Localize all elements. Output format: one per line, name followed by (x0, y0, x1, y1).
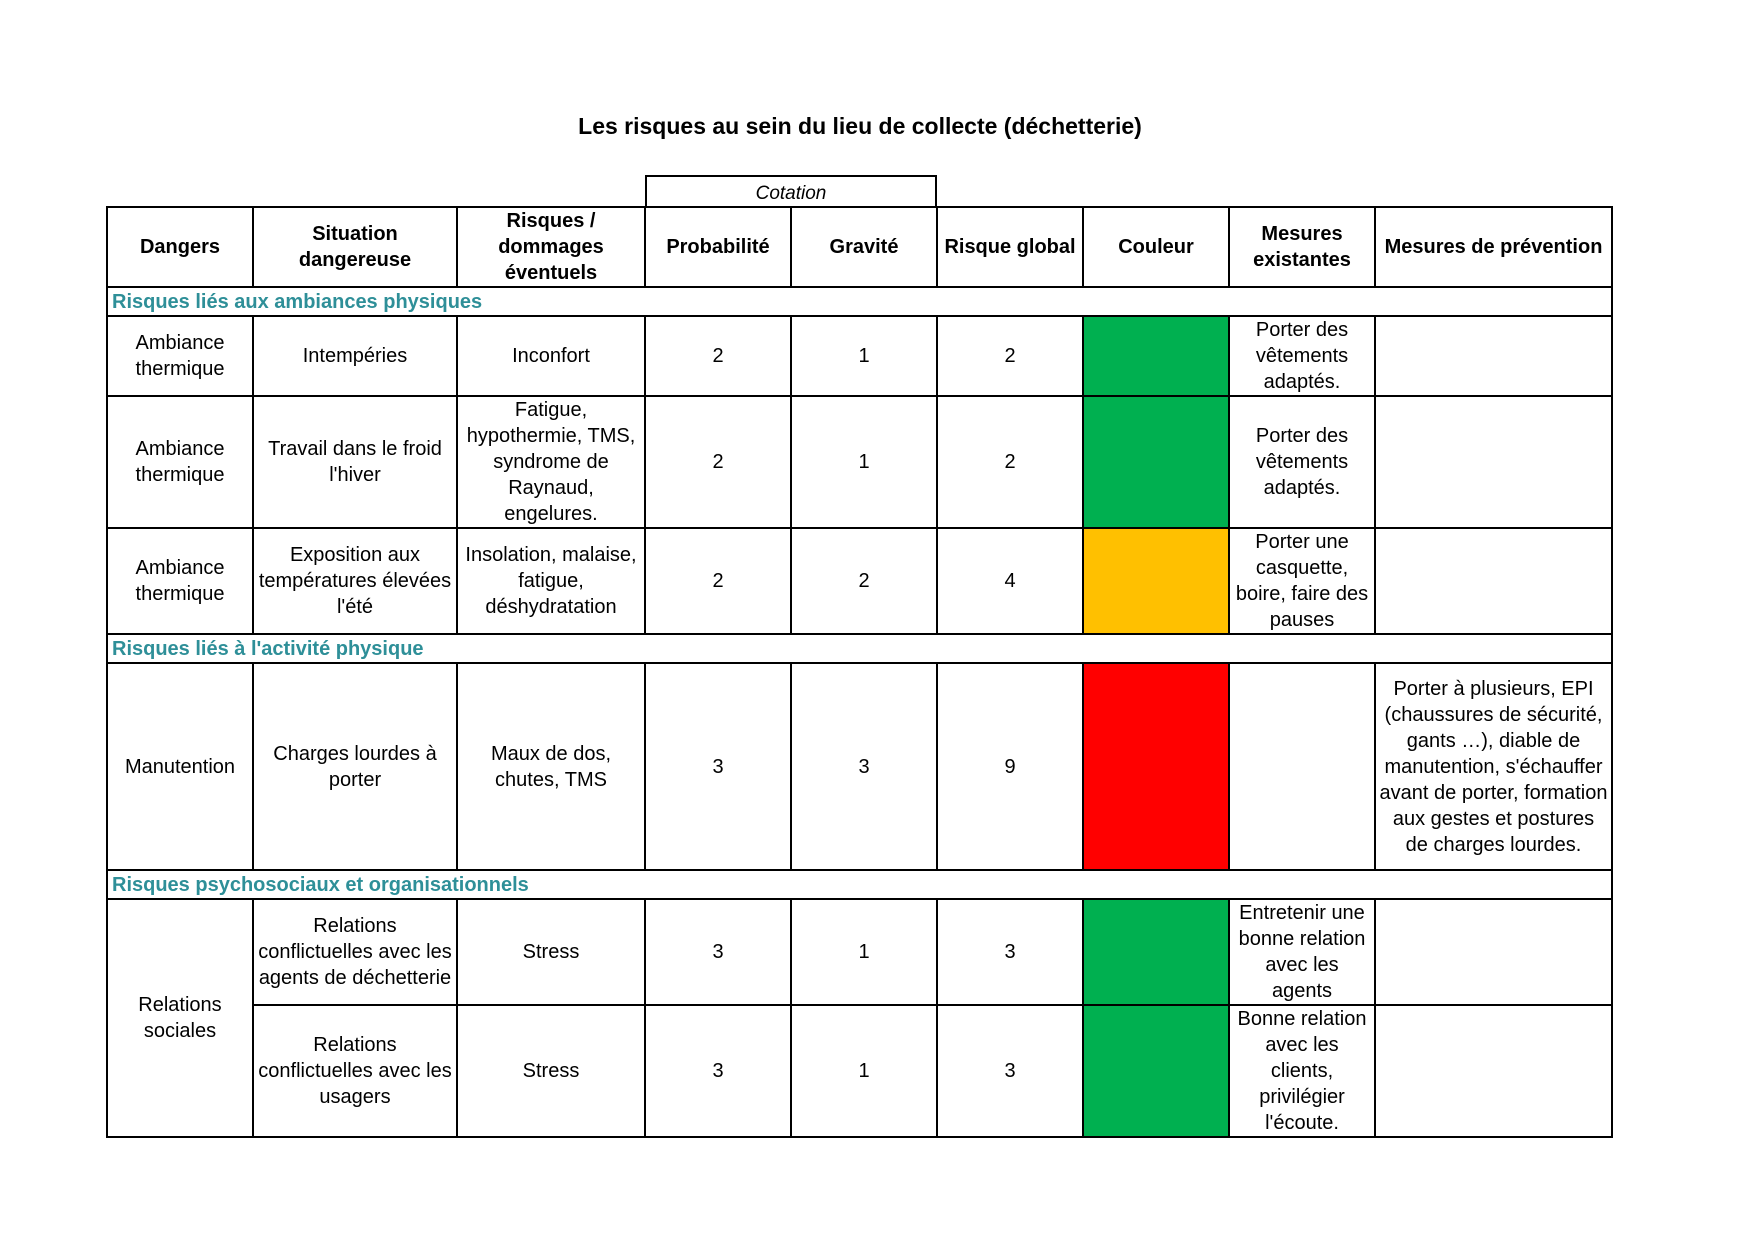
section-title: Risques liés à l'activité physique (107, 634, 1612, 663)
cell-probabilite: 3 (645, 663, 791, 870)
table-row (107, 1005, 1612, 1137)
cell-gravite: 3 (791, 663, 937, 870)
cell-situation: Charges lourdes à porter (253, 663, 457, 870)
cell-risques: Insolation, malaise, fatigue, déshydratation (457, 528, 645, 634)
cell-risque-global: 4 (937, 528, 1083, 634)
cell-mesures-existantes: Bonne relation avec les clients, privilégier l'écoute. (1229, 1005, 1375, 1137)
cell-situation: Exposition aux températures élevées l'été (253, 528, 457, 634)
header-situation: Situation dangereuse (253, 207, 457, 287)
cell-risque-global: 2 (937, 316, 1083, 396)
header-gravite: Gravité (791, 207, 937, 287)
cell-risques: Stress (457, 1005, 645, 1137)
cell-danger: Relations sociales (107, 899, 253, 1137)
cell-probabilite: 2 (645, 316, 791, 396)
header-mesures-prevention: Mesures de prévention (1375, 207, 1612, 287)
cell-couleur (1083, 396, 1229, 528)
cell-mesures-existantes: Porter une casquette, boire, faire des pauses (1229, 528, 1375, 634)
header-couleur: Couleur (1083, 207, 1229, 287)
cell-risques: Fatigue, hypothermie, TMS, syndrome de Raynaud, engelures. (457, 396, 645, 528)
cell-couleur (1083, 316, 1229, 396)
cell-risques: Stress (457, 899, 645, 1005)
cell-situation: Travail dans le froid l'hiver (253, 396, 457, 528)
cell-gravite: 2 (791, 528, 937, 634)
cell-risques: Maux de dos, chutes, TMS (457, 663, 645, 870)
cell-mesures-existantes: Entretenir une bonne relation avec les agents (1229, 899, 1375, 1005)
cell-mesures-existantes: Porter des vêtements adaptés. (1229, 396, 1375, 528)
cell-mesures-existantes: Porter des vêtements adaptés. (1229, 316, 1375, 396)
cell-danger: Ambiance thermique (107, 528, 253, 634)
header-row (107, 207, 1612, 287)
header-risques: Risques / dommages éventuels (457, 207, 645, 287)
risk-table (106, 206, 1613, 1138)
cell-couleur (1083, 528, 1229, 634)
cell-gravite: 1 (791, 1005, 937, 1137)
cell-danger: Ambiance thermique (107, 396, 253, 528)
section-row (107, 870, 1612, 899)
cell-couleur (1083, 1005, 1229, 1137)
cell-mesures-prevention (1375, 528, 1612, 634)
cell-couleur (1083, 899, 1229, 1005)
cell-situation: Relations conflictuelles avec les agents de déchetterie (253, 899, 457, 1005)
cell-risque-global: 3 (937, 899, 1083, 1005)
cell-probabilite: 3 (645, 899, 791, 1005)
section-title: Risques psychosociaux et organisationnels (107, 870, 1612, 899)
header-mesures-existantes: Mesures existantes (1229, 207, 1375, 287)
cell-gravite: 1 (791, 899, 937, 1005)
table-row (107, 663, 1612, 870)
cotation-header: Cotation (645, 175, 937, 208)
page-title: Les risques au sein du lieu de collecte (déchetterie) (578, 113, 1142, 139)
cell-mesures-prevention (1375, 899, 1612, 1005)
cell-gravite: 1 (791, 316, 937, 396)
header-risque-global: Risque global (937, 207, 1083, 287)
table-row (107, 396, 1612, 528)
cell-mesures-prevention (1375, 316, 1612, 396)
header-dangers: Dangers (107, 207, 253, 287)
cell-danger: Manutention (107, 663, 253, 870)
section-title: Risques liés aux ambiances physiques (107, 287, 1612, 316)
header-probabilite: Probabilité (645, 207, 791, 287)
section-row (107, 634, 1612, 663)
cell-risque-global: 3 (937, 1005, 1083, 1137)
cell-mesures-prevention (1375, 396, 1612, 528)
cell-gravite: 1 (791, 396, 937, 528)
cell-couleur (1083, 663, 1229, 870)
table-row (107, 316, 1612, 396)
cell-danger: Ambiance thermique (107, 316, 253, 396)
table-row (107, 899, 1612, 1005)
cell-probabilite: 2 (645, 528, 791, 634)
cell-probabilite: 2 (645, 396, 791, 528)
cell-situation: Relations conflictuelles avec les usagers (253, 1005, 457, 1137)
cell-mesures-prevention (1375, 1005, 1612, 1137)
cell-risques: Inconfort (457, 316, 645, 396)
section-row (107, 287, 1612, 316)
cell-risque-global: 2 (937, 396, 1083, 528)
cell-risque-global: 9 (937, 663, 1083, 870)
table-row (107, 528, 1612, 634)
cell-mesures-existantes (1229, 663, 1375, 870)
cell-mesures-prevention: Porter à plusieurs, EPI (chaussures de sécurité, gants …), diable de manutention, s'échauffer avant de porter, formation aux gestes et postures de charges lourdes. (1375, 663, 1612, 870)
cell-situation: Intempéries (253, 316, 457, 396)
cell-probabilite: 3 (645, 1005, 791, 1137)
